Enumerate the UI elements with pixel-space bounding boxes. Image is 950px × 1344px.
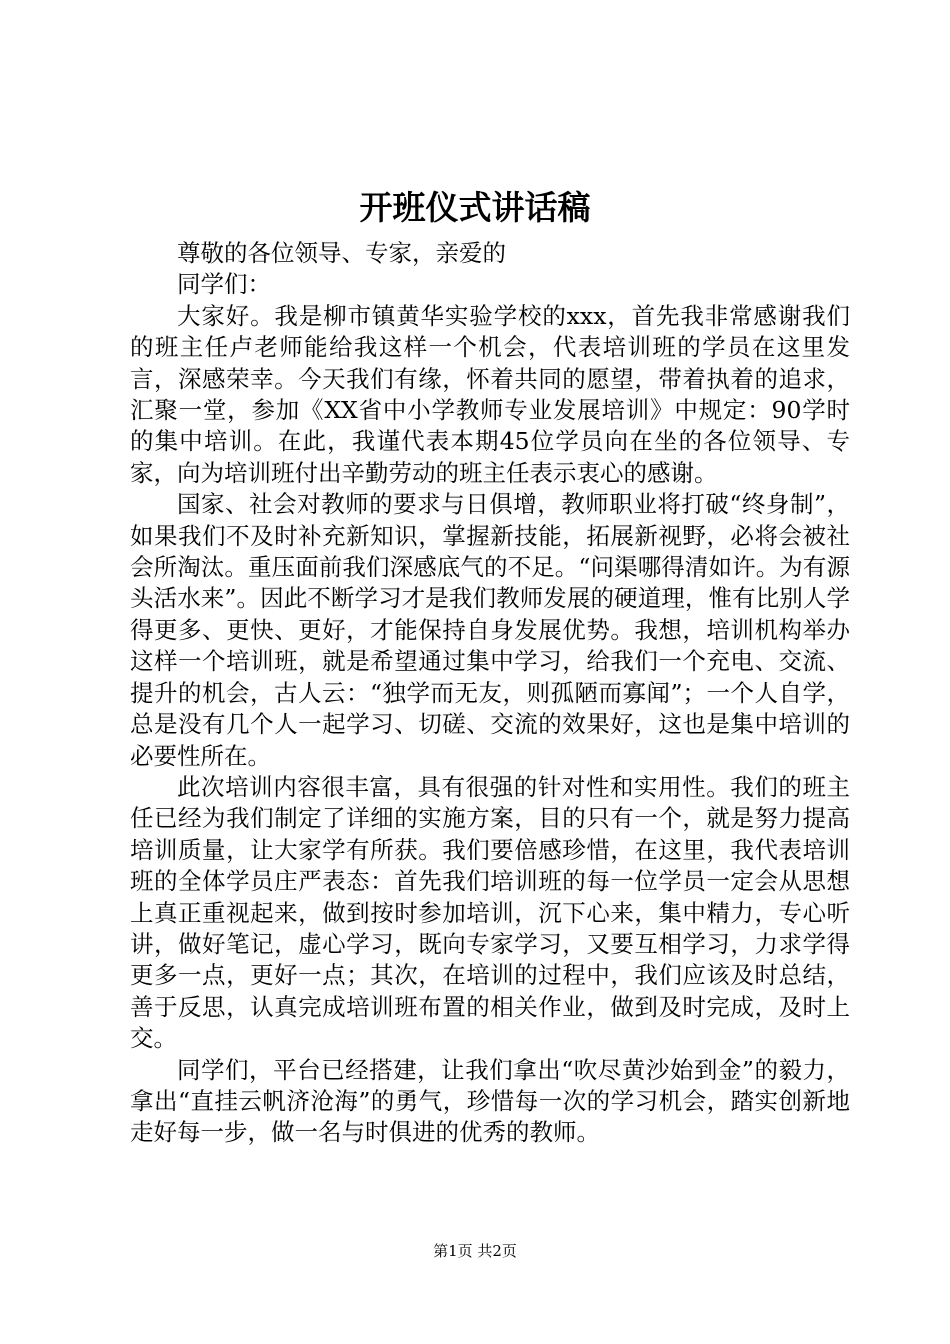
page-title: 开班仪式讲话稿 — [359, 188, 591, 227]
document-body — [130, 238, 850, 1149]
paragraph-3: 此次培训内容很丰富，具有很强的针对性和实用性。我们的班主任已经为我们制定了详细的实施方案，目的只有一个，就是努力提高培训质量，让大家学有所获。我们要倍感珍惜，在这里，我代表培训班的全体学员庄严表态：首先我们培训班的每一位学员一定会从思想上真正重视起来，做到按时参加培训，沉下心来，集中精力，专心听讲，做好笔记，虚心学习，既向专家学习，又要互相学习，力求学得更多一点，更好一点；其次，在培训的过程中，我们应该及时总结，善于反思，认真完成培训班布置的相关作业，做到及时完成，及时上交。 — [130, 772, 850, 1053]
salutation-line-2: 同学们： — [177, 270, 271, 299]
paragraph-2: 国家、社会对教师的要求与日俱增，教师职业将打破“终身制”，如果我们不及时补充新知识，掌握新技能，拓展新视野，必将会被社会所淘汰。重压面前我们深感底气的不足。“问渠哪得清如许。为有源头活水来”。因此不断学习才是我们教师发展的硬道理，惟有比别人学得更多、更快、更好，才能保持自身发展优势。我想，培训机构举办这样一个培训班，就是希望通过集中学习，给我们一个充电、交流、提升的机会，古人云：“独学而无友，则孤陋而寡闻”；一个人自学，总是没有几个人一起学习、切磋、交流的效果好，这也是集中培训的必要性所在。 — [130, 490, 850, 770]
paragraph-4: 同学们，平台已经搭建，让我们拿出“吹尽黄沙始到金”的毅力，拿出“直挂云帆济沧海”的勇气，珍惜每一次的学习机会，踏实创新地走好每一步，做一名与时俱进的优秀的教师。 — [130, 1055, 850, 1147]
paragraph-1: 大家好。我是柳市镇黄华实验学校的xxx，首先我非常感谢我们的班主任卢老师能给我这样一个机会，代表培训班的学员在这里发言，深感荣幸。今天我们有缘，怀着共同的愿望，带着执着的追求，汇聚一堂，参加《XX省中小学教师专业发展培训》中规定：90学时的集中培训。在此，我谨代表本期45位学员向在坐的各位领导、专家，向为培训班付出辛勤劳动的班主任表示衷心的感谢。 — [130, 301, 850, 487]
page-footer: 第1页 共2页 — [433, 1242, 517, 1260]
salutation-line-1: 尊敬的各位领导、专家，亲爱的 — [177, 239, 506, 267]
